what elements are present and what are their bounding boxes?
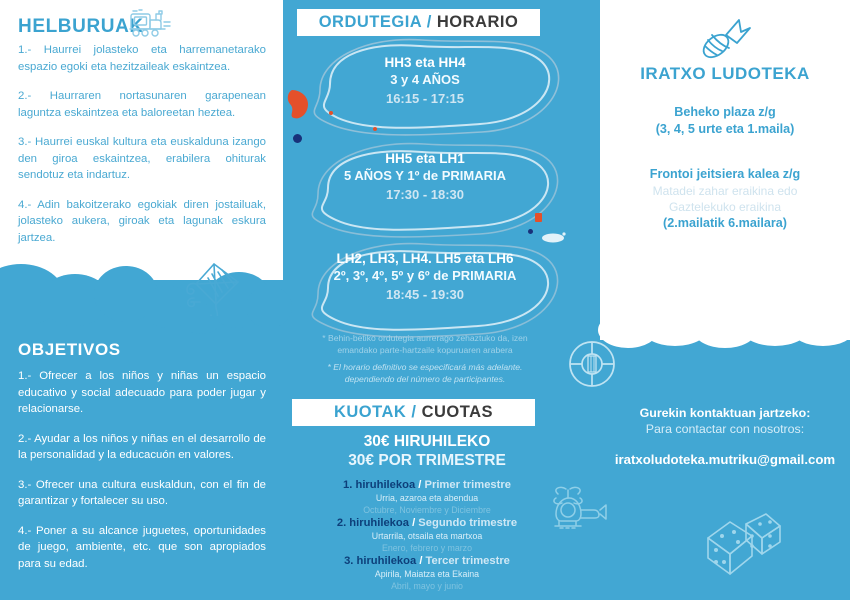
trimester-heading — [292, 516, 562, 531]
schedule-footnote-eu — [292, 333, 558, 356]
objective-item: 1.- Ofrecer a los niños y niñas un espacio educativo y social adecuado para poder jugar y relacionarse. — [18, 370, 266, 415]
objective-item: 1.- Haurrei jolasteko eta harremanetarako espazio egoki eta hezitzaileak eskaintzea. — [18, 44, 266, 73]
schedule-block — [295, 54, 555, 107]
footnote-line: dependiendo del número de participantes. — [344, 373, 506, 384]
contact-block — [600, 405, 850, 437]
objective-item: 2.- Haurraren nortasunaren garapenean laguntza eskaintzea eta baloreetan heztea. — [18, 90, 266, 119]
schedule-block — [295, 250, 555, 303]
kite-icon — [178, 258, 250, 316]
navy-dot — [528, 229, 533, 234]
footnote-line: * Behin-betiko ordutegia aurrerago zehaztuko da, izen — [322, 333, 528, 343]
candy-icon — [694, 16, 752, 62]
org-title: IRATXO LUDOTEKA — [640, 64, 810, 83]
trimester-eu: 1. hiruhilekoa — [343, 479, 416, 491]
navy-dot — [293, 134, 302, 143]
venue-detail: (2.mailatik 6.mailara) — [663, 216, 787, 230]
fees-banner-sep: / — [411, 403, 417, 421]
trimester-heading — [292, 478, 562, 493]
venue-address: Beheko plaza z/g — [674, 105, 776, 119]
trimester-item — [292, 478, 562, 516]
red-dot — [329, 111, 333, 115]
schedule-footnote-es — [292, 362, 558, 385]
trimester-sep: / — [418, 479, 422, 491]
objectives-es-list — [18, 368, 266, 585]
trimester-sep: / — [412, 517, 416, 529]
schedule-ages: 3 y 4 AÑOS — [390, 72, 460, 87]
fee-amount — [292, 432, 562, 470]
schedule-ages: 5 AÑOS Y 1º de PRIMARIA — [344, 168, 506, 183]
cloud-shape — [792, 314, 850, 346]
schedule-banner-sep: / — [426, 13, 432, 31]
schedule-groups: LH2, LH3, LH4. LH5 eta LH6 — [336, 251, 514, 266]
venue-2 — [600, 166, 850, 232]
fees-banner-eu: KUOTAK — [333, 403, 407, 421]
top-accent-strip — [283, 0, 299, 8]
schedule-banner-es: HORARIO — [436, 13, 519, 31]
schedule-groups: HH5 eta LH1 — [385, 151, 465, 166]
contact-label-eu: Gurekin kontaktuan jartzeko: — [639, 406, 811, 420]
schedule-block — [295, 150, 555, 203]
trimester-eu: 2. hiruhilekoa — [336, 517, 409, 529]
fee-amount-eu: 30€ HIRUHILEKO — [363, 433, 491, 450]
page-title-objetivos: OBJETIVOS — [18, 340, 121, 359]
contact-email[interactable]: iratxoludoteka.mutriku@gmail.com — [614, 452, 836, 467]
footnote-line: emandako parte-hartzaile kopuruaren arabera — [337, 344, 513, 355]
objectives-eu-list — [18, 42, 266, 259]
trimester-item — [292, 554, 562, 592]
objective-item: 4.- Adin bakoitzerako egokiak diren jostailuak, jolasteko aukera, giroak eta lagunak eskura jartzea. — [18, 198, 266, 244]
cloud-shape — [246, 286, 292, 328]
venue-detail: (3, 4, 5 urte eta 1.maila) — [655, 122, 795, 136]
lifebuoy-icon — [566, 338, 618, 390]
trimester-es: Segundo trimestre — [418, 517, 518, 529]
schedule-time: 17:30 - 18:30 — [385, 187, 465, 202]
trimester-sep: / — [419, 555, 423, 567]
trimester-months-eu: Urria, azaroa eta abendua — [375, 493, 479, 503]
trimester-months-es: Enero, febrero y marzo — [382, 542, 472, 553]
trimester-heading — [292, 554, 562, 569]
schedule-banner — [297, 9, 540, 36]
schedule-banner-eu: ORDUTEGIA — [318, 13, 422, 31]
page-title-helburuak: HELBURUAK — [18, 16, 144, 37]
dice-icon — [700, 512, 782, 588]
trimester-months-es: Octubre, Noviembre y Diciembre — [363, 504, 491, 515]
fee-amount-es: 30€ POR TRIMESTRE — [348, 452, 506, 469]
venue-address: Frontoi jeitsiera kalea z/g — [649, 167, 801, 181]
trimester-item — [292, 516, 562, 554]
orange-square — [535, 213, 542, 222]
venue-detail: Matadei zahar eraikina edo — [652, 184, 798, 198]
red-dot — [373, 127, 377, 131]
trimester-months-es: Abril, mayo y junio — [391, 580, 463, 591]
trimester-es: Primer trimestre — [424, 479, 511, 491]
schedule-groups: HH3 eta HH4 — [384, 55, 466, 70]
train-icon — [128, 6, 176, 40]
objective-item: 3.- Ofrecer una cultura euskaldun, con el fin de garantizar y fortalecer su uso. — [18, 478, 266, 507]
objective-item: 3.- Haurrei euskal kultura eta euskalduna izango den giroa eskaintzea, erabilera ohiturak sendotuz eta indartuz. — [18, 136, 266, 181]
trimester-eu: 3. hiruhilekoa — [344, 555, 417, 567]
schedule-time: 18:45 - 19:30 — [385, 287, 465, 302]
white-splash-icon — [540, 230, 566, 244]
footnote-line: * El horario definitivo se especificará más adelante. — [327, 362, 523, 372]
objective-item: 2.- Ayudar a los niños y niñas en el desarrollo de la personalidad y la educacuón en valores. — [18, 432, 266, 461]
trimester-months-eu: Apirila, Maiatza eta Ekaina — [374, 569, 480, 579]
fees-banner-es: CUOTAS — [421, 403, 494, 421]
venue-1 — [600, 104, 850, 138]
trimester-months-eu: Urtarrila, otsaila eta martxoa — [371, 531, 483, 541]
venue-detail: Gaztelekuko eraikina — [668, 200, 782, 214]
contact-label-es: Para contactar con nosotros: — [645, 422, 805, 436]
schedule-time: 16:15 - 17:15 — [385, 91, 465, 106]
fees-banner — [292, 399, 535, 426]
schedule-ages: 2º, 3º, 4º, 5º y 6º de PRIMARIA — [333, 268, 517, 283]
helicopter-icon — [548, 484, 614, 536]
trimester-es: Tercer trimestre — [425, 555, 510, 567]
objective-item: 4.- Poner a su alcance juguetes, oportunidades de juego, ambiente, etc. que son apropiados para su edad. — [18, 524, 266, 570]
